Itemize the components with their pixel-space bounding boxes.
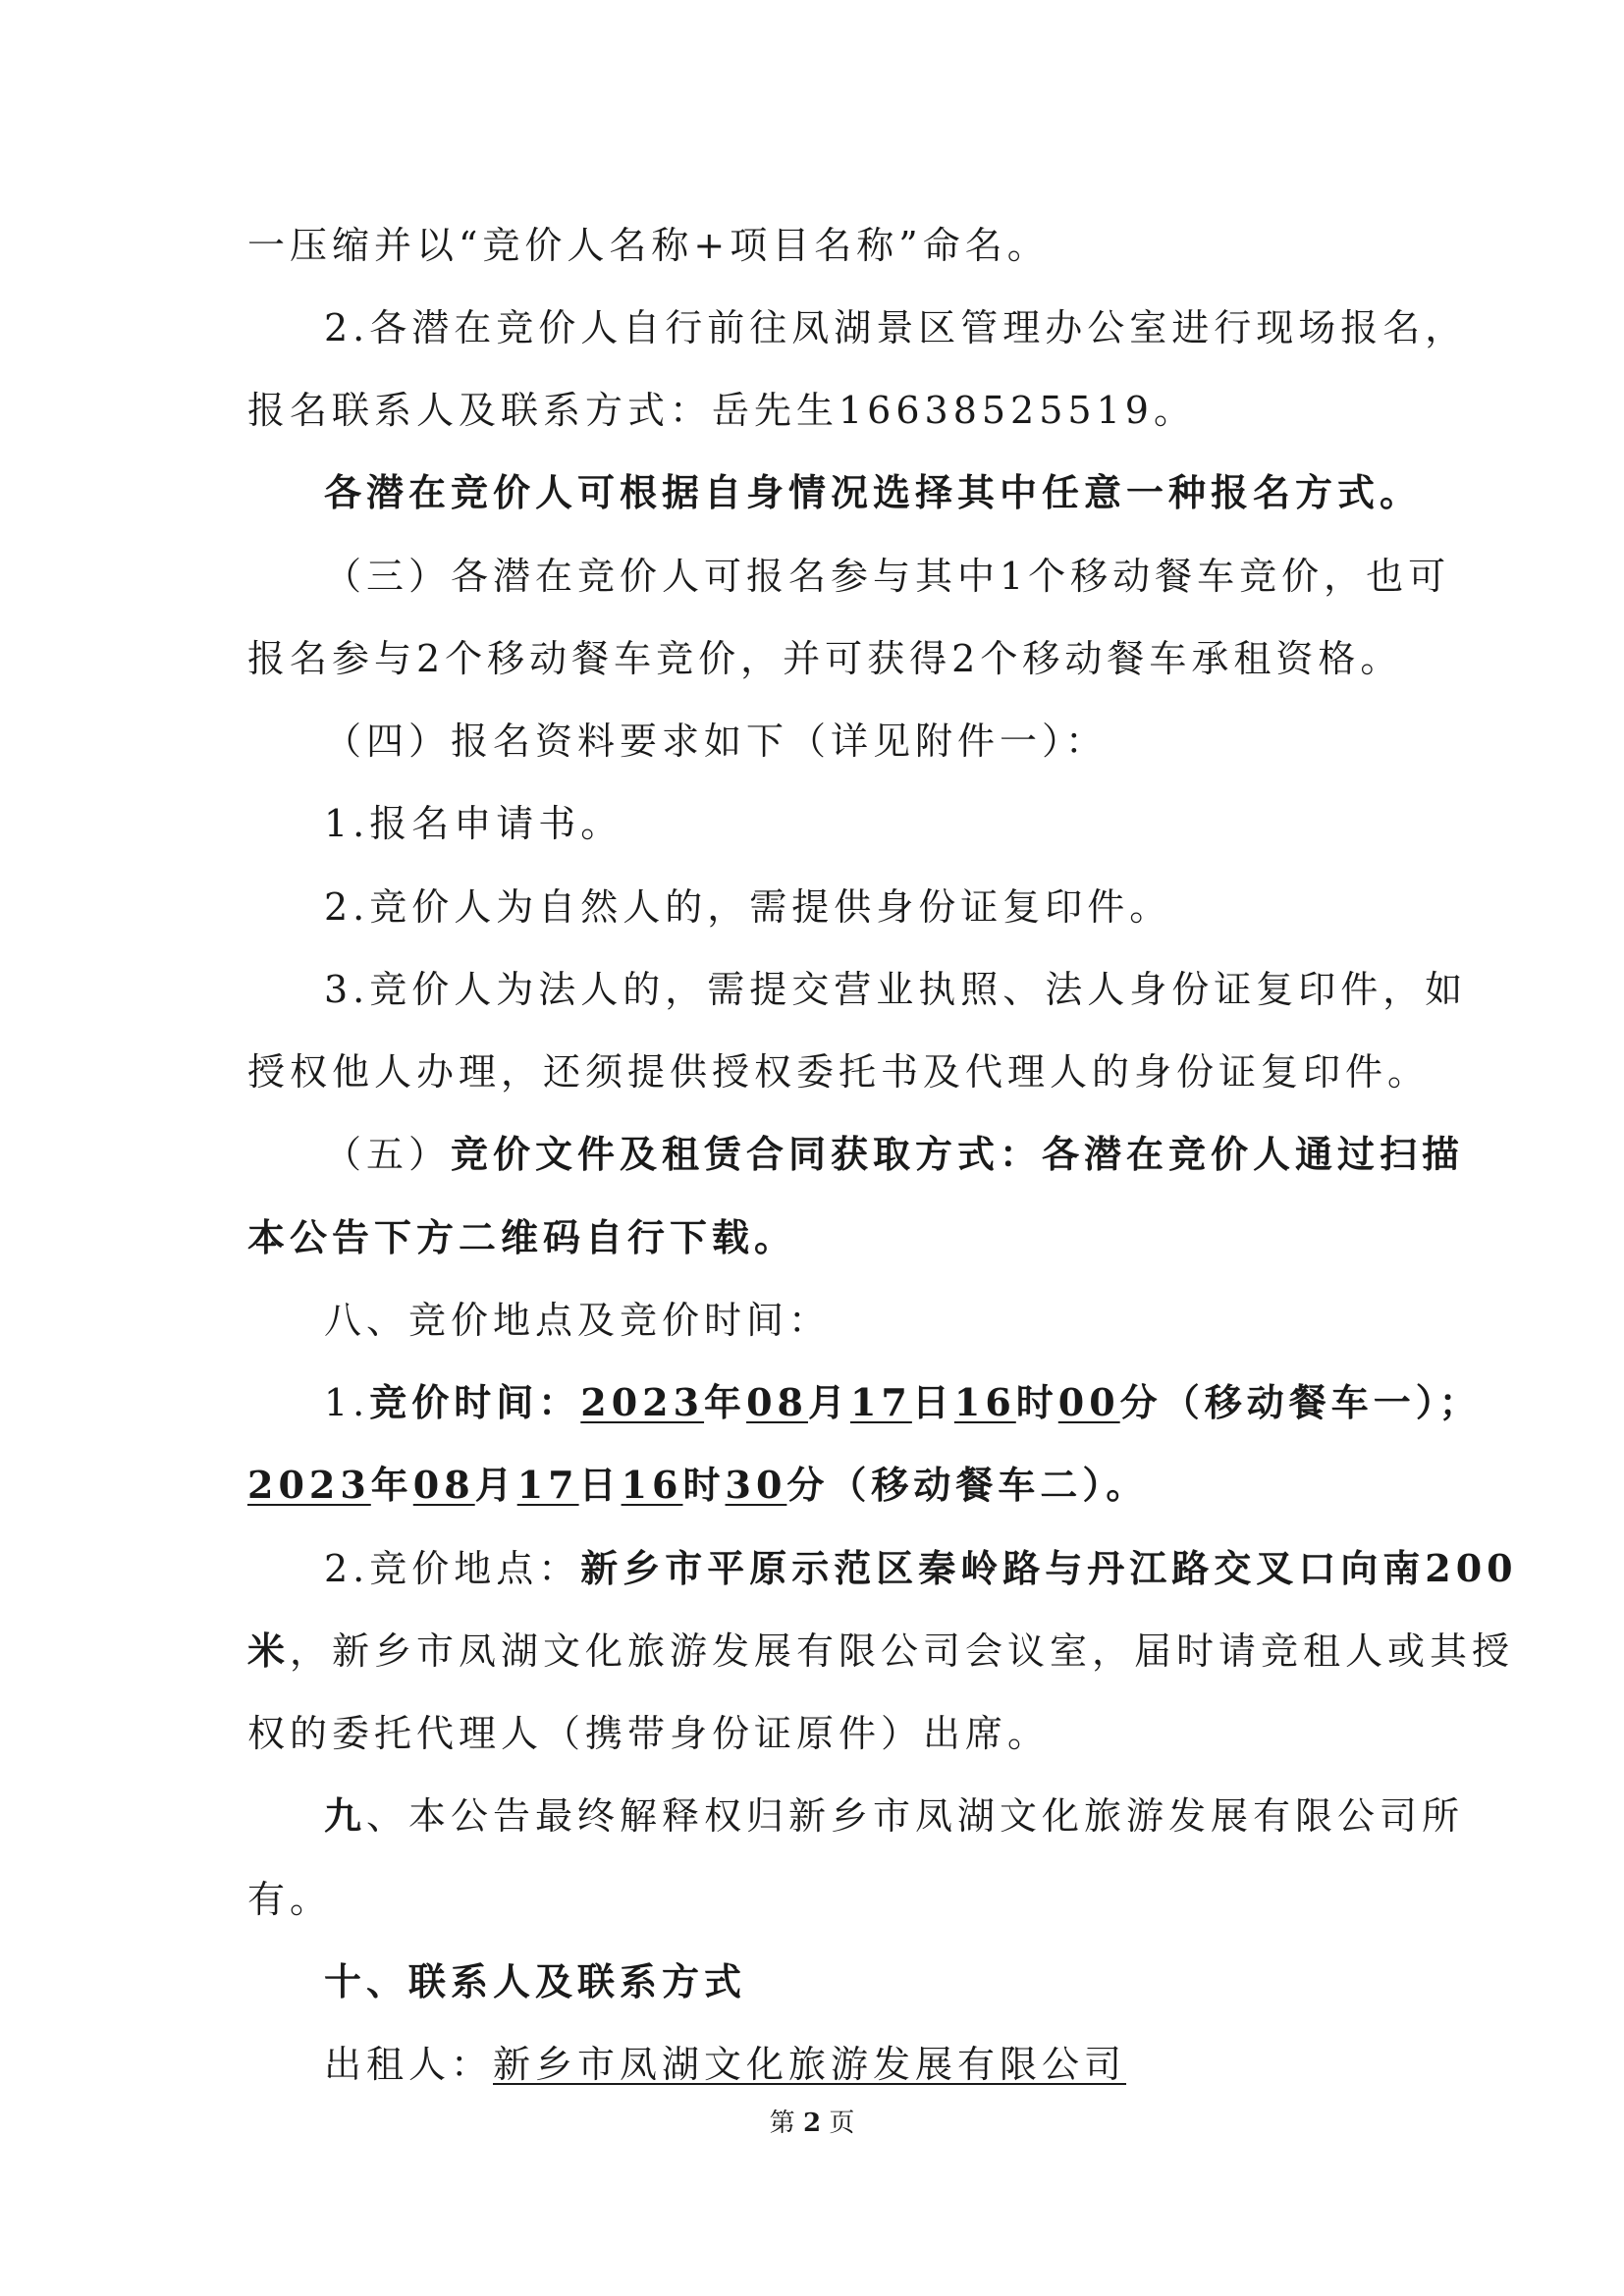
- section-heading: 八、竞价地点及竞价时间：: [324, 1299, 832, 1342]
- text-line: 有。: [247, 1878, 333, 1921]
- page-label-pre: 第: [769, 2109, 795, 2138]
- minute-value: 00: [1057, 1380, 1120, 1424]
- unit-text: 分: [786, 1463, 830, 1507]
- bold-text: 竞价文件及租赁合同获取方式：各潜在竞价人通过扫描: [451, 1132, 1465, 1176]
- text-line: 权的委托代理人（携带身份证原件）出席。: [247, 1712, 1051, 1755]
- text-line-bold: 本公告下方二维码自行下载。: [247, 1215, 797, 1259]
- text-line: （三）各潜在竞价人可报名参与其中1个移动餐车竞价，也可: [324, 555, 1451, 598]
- unit-text: 分: [1119, 1380, 1163, 1424]
- bold-text: 九: [324, 1793, 367, 1838]
- bid-note: （移动餐车二）。: [829, 1463, 1149, 1507]
- page-label-post: 页: [829, 2109, 855, 2138]
- lessor-line: [324, 2041, 1126, 2088]
- bid-time-label: 竞价时间：: [369, 1380, 581, 1424]
- text-line: 2.竞价人为自然人的，需提供身份证复印件。: [324, 885, 1172, 929]
- text-line: 2.各潜在竞价人自行前往凤湖景区管理办公室进行现场报名，: [324, 306, 1468, 349]
- unit-text: 日: [911, 1380, 954, 1424]
- bid-location-label: 2.竞价地点：: [324, 1547, 581, 1590]
- text-line: 授权他人办理，还须提供授权委托书及代理人的身份证复印件。: [247, 1050, 1431, 1094]
- hour-value: 16: [621, 1463, 683, 1507]
- bid-location-line: [324, 1545, 1518, 1592]
- section-marker: （五）: [324, 1133, 452, 1176]
- text-line: 1.报名申请书。: [324, 802, 623, 845]
- minute-value: 30: [725, 1463, 787, 1507]
- text-line: 报名参与2个移动餐车竞价，并可获得2个移动餐车承租资格。: [247, 637, 1403, 680]
- lessor-name: 新乡市凤湖文化旅游发展有限公司: [493, 2043, 1127, 2086]
- bid-time-line-2: [247, 1462, 1148, 1509]
- section-heading: 十、联系人及联系方式: [324, 1959, 747, 2003]
- year-value: 2023: [580, 1380, 705, 1424]
- item-number: 1.: [324, 1381, 370, 1424]
- unit-text: 月: [474, 1463, 517, 1507]
- plain-text: 、本公告最终解释权归新乡市凤湖文化旅游发展有限公司所: [366, 1794, 1465, 1838]
- unit-text: 日: [578, 1463, 622, 1507]
- text-line: （四）报名资料要求如下（详见附件一）：: [324, 720, 1109, 763]
- plain-text: ，新乡市凤湖文化旅游发展有限公司会议室，届时请竞租人或其授: [290, 1629, 1515, 1673]
- unit-text: 年: [370, 1463, 413, 1507]
- day-value: 17: [516, 1463, 579, 1507]
- unit-text: 年: [704, 1380, 747, 1424]
- day-value: 17: [849, 1380, 912, 1424]
- section-heading: [324, 1792, 1464, 1840]
- hour-value: 16: [953, 1380, 1016, 1424]
- text-line-bold: 各潜在竞价人可根据自身情况选择其中任意一种报名方式。: [324, 470, 1423, 514]
- bid-time-line-1: [324, 1379, 1482, 1426]
- text-line: [247, 1628, 1514, 1675]
- unit-text: 月: [807, 1380, 850, 1424]
- text-line: 报名联系人及联系方式：岳先生16638525519。: [247, 389, 1196, 432]
- unit-text: 时: [682, 1463, 726, 1507]
- text-line: 一压缩并以“竞价人名称+项目名称”命名。: [247, 224, 1050, 267]
- bold-text: 米: [247, 1629, 291, 1673]
- text-line: [324, 1131, 1464, 1178]
- page-footer: [0, 2108, 1624, 2139]
- year-value: 2023: [247, 1463, 371, 1507]
- lessor-label: 出租人：: [324, 2043, 494, 2086]
- unit-text: 时: [1015, 1380, 1058, 1424]
- bid-location-address: 新乡市平原示范区秦岭路与丹江路交叉口向南200: [580, 1546, 1518, 1590]
- bid-note: （移动餐车一）；: [1162, 1380, 1482, 1424]
- month-value: 08: [412, 1463, 475, 1507]
- text-line: 3.竞价人为法人的，需提交营业执照、法人身份证复印件，如: [324, 968, 1468, 1011]
- month-value: 08: [746, 1380, 808, 1424]
- page-number: 2: [802, 2109, 822, 2138]
